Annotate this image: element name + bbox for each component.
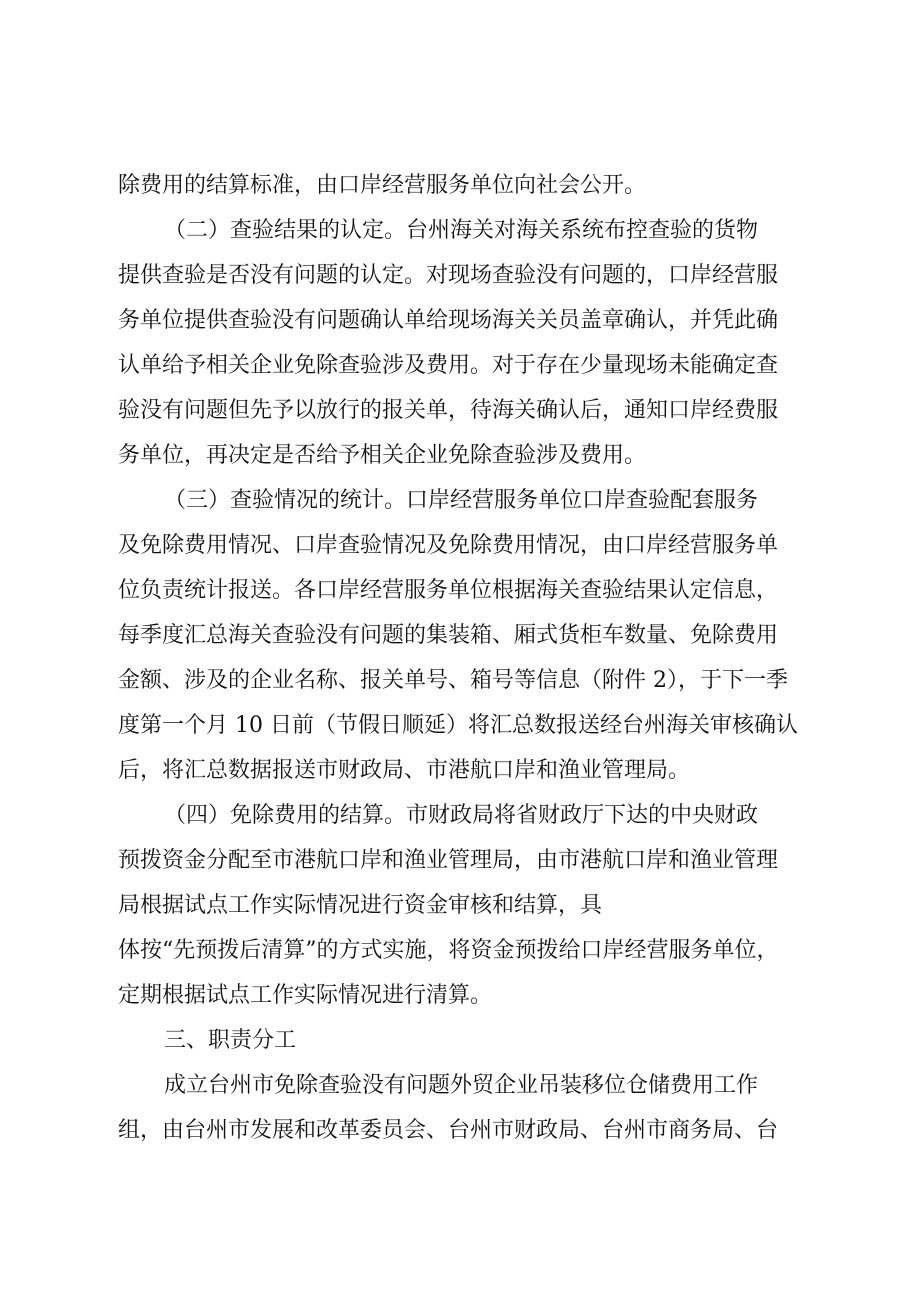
- text-line: 定期根据试点工作实际情况进行清算。: [118, 983, 493, 1008]
- section-heading: 三、职责分工: [164, 1028, 297, 1053]
- text-line: 验没有问题但先予以放行的报关单，待海关确认后，通知口岸经费服: [118, 398, 779, 423]
- text-line: 及免除费用情况、口岸查验情况及免除费用情况，由口岸经营服务单: [118, 533, 779, 558]
- text-line: 认单给予相关企业免除查验涉及费用。对于存在少量现场未能确定查: [118, 353, 779, 378]
- text-line: 位负责统计报送。各口岸经营服务单位根据海关查验结果认定信息，: [118, 578, 779, 603]
- text-line: 金额、涉及的企业名称、报关单号、箱号等信息（附件 2），于下一季: [118, 668, 788, 693]
- text-line: 预拨资金分配至市港航口岸和渔业管理局，由市港航口岸和渔业管理: [118, 848, 779, 873]
- text-line: 局根据试点工作实际情况进行资金审核和结算，具: [118, 893, 603, 918]
- text-line: （三）查验情况的统计。口岸经营服务单位口岸查验配套服务: [164, 488, 759, 513]
- text-line: 提供查验是否没有问题的认定。对现场查验没有问题的，口岸经营服: [118, 263, 779, 288]
- text-line: 后，将汇总数据报送市财政局、市港航口岸和渔业管理局。: [118, 758, 691, 783]
- text-line: 体按“先预拨后清算”的方式实施，将资金预拨给口岸经营服务单位，: [118, 938, 779, 963]
- text-line: 度第一个月 10 日前（节假日顺延）将汇总数报送经台州海关审核确认: [118, 713, 798, 738]
- text-line: 组，由台州市发展和改革委员会、台州市财政局、台州市商务局、台: [118, 1118, 779, 1143]
- text-line: 成立台州市免除查验没有问题外贸企业吊装移位仓储费用工作: [164, 1073, 759, 1098]
- text-line: （四）免除费用的结算。市财政局将省财政厅下达的中央财政: [164, 803, 759, 828]
- text-line: （二）查验结果的认定。台州海关对海关系统布控查验的货物: [164, 218, 759, 243]
- text-line: 每季度汇总海关查验没有问题的集装箱、厢式货柜车数量、免除费用: [118, 623, 779, 648]
- text-line: 务单位，再决定是否给予相关企业免除查验涉及费用。: [118, 443, 647, 468]
- text-line: 除费用的结算标准，由口岸经营服务单位向社会公开。: [118, 173, 647, 198]
- text-line: 务单位提供查验没有问题确认单给现场海关关员盖章确认，并凭此确: [118, 308, 779, 333]
